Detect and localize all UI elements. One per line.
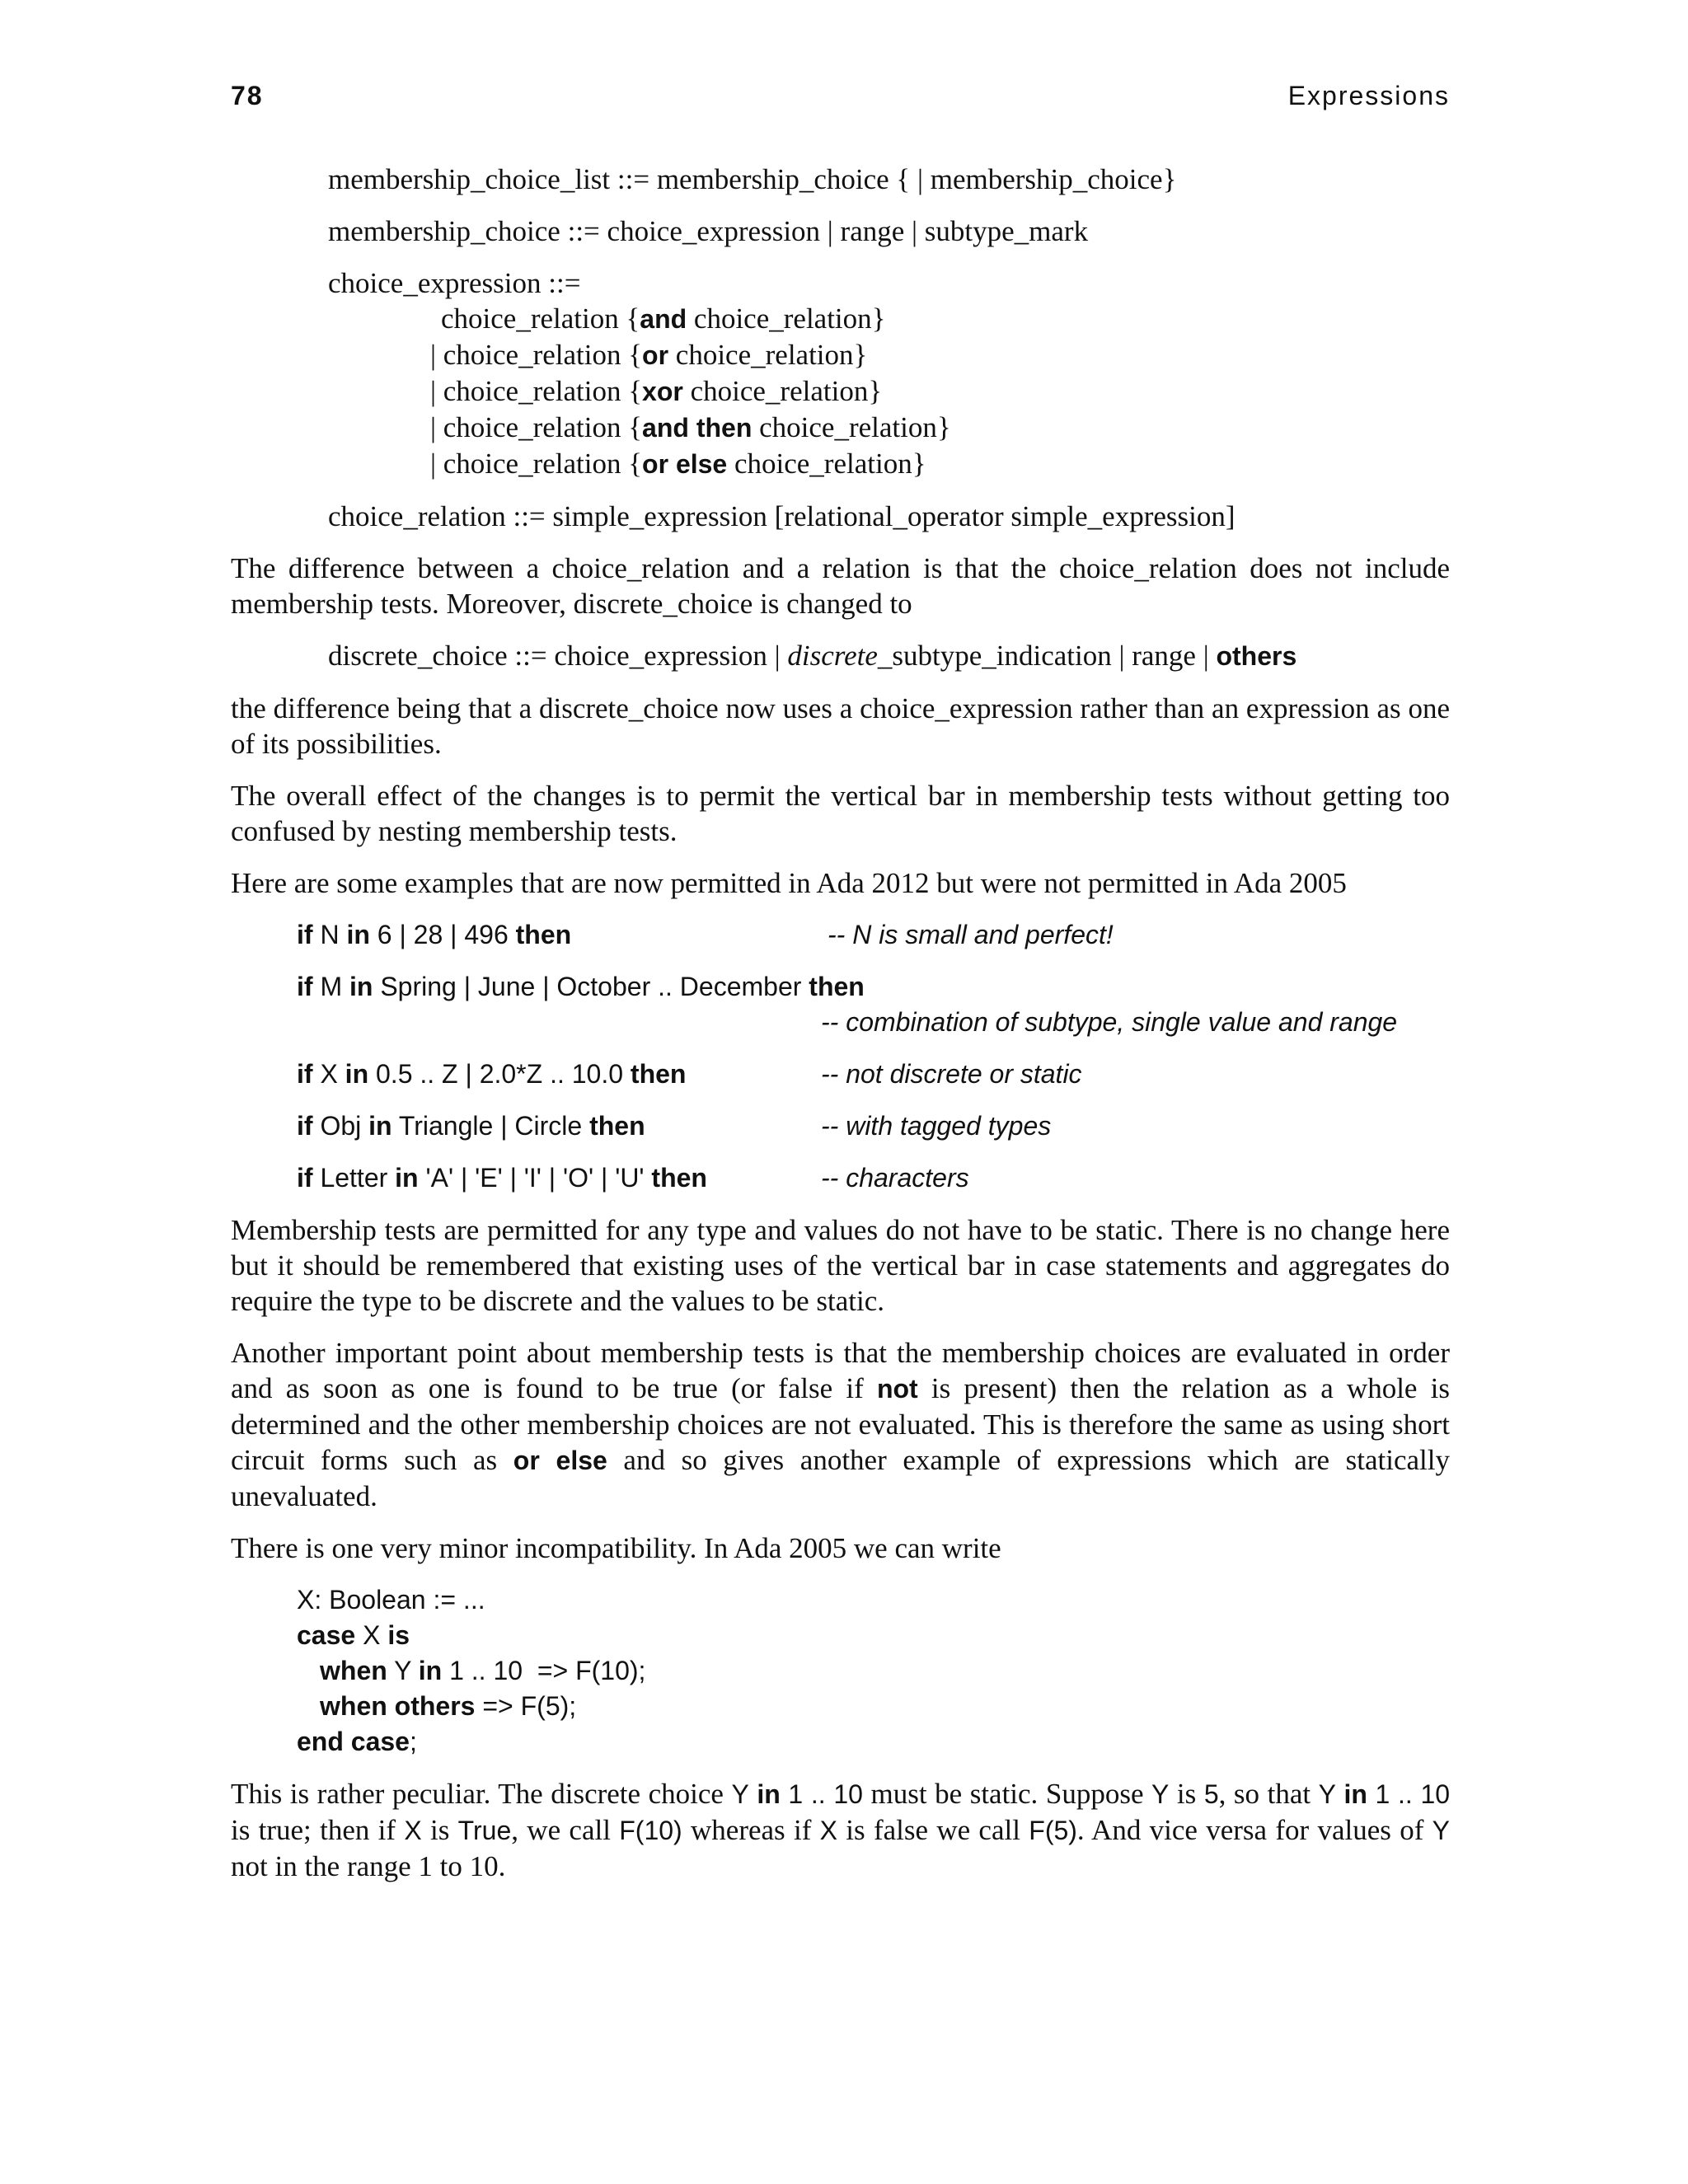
text: whereas if [682,1814,820,1846]
code-text: 0.5 .. Z | 2.0*Z .. 10.0 [368,1059,631,1089]
alt-rest: choice_relation} [752,411,951,443]
alt-rest: choice_relation} [682,375,883,407]
alt-bar: | [430,375,443,407]
paragraph: There is one very minor incompatibility. In Ada 2005 we can write [231,1532,1001,1564]
text: , we call [511,1814,620,1846]
alt-keyword: or else [642,449,728,479]
inline-code: F(10) [619,1816,682,1845]
alt-keyword: or [642,340,669,370]
code-example [297,969,1450,1040]
paragraph [231,1335,1450,1514]
page-number: 78 [231,81,264,110]
keyword: then [630,1059,687,1089]
code-text: M [312,972,349,1001]
text: This is rather peculiar. The discrete choice [231,1778,732,1810]
alt-rest: choice_relation} [687,302,886,335]
inline-code: Y [1151,1779,1170,1809]
inline-keyword: or else [513,1446,607,1475]
code-text: => F(5); [475,1691,577,1721]
code-line [297,1653,1450,1689]
paragraph: Membership tests are permitted for any type and values do not have to be static. There is no change here but it should be remembered that existing uses of the vertical bar in case statements and aggregates do require the type to be discrete and the values to be static. [231,1214,1450,1317]
alt-relation: choice_relation { [443,448,643,480]
keyword: then [809,972,865,1001]
code-line [297,1618,1450,1653]
code-line [297,1689,1450,1724]
keyword: when [320,1656,387,1685]
code-line [297,969,1450,1005]
paragraph: The overall effect of the changes is to permit the vertical bar in membership tests without getting too confused by nesting membership tests. [231,780,1450,847]
keyword: if [297,1111,313,1141]
code-comment: -- combination of subtype, single value and range [821,1007,1398,1037]
keyword: in [418,1656,443,1685]
code-comment: -- with tagged types [821,1111,1052,1141]
grammar-alternative [328,446,1450,482]
text: and so gives another example of expressions which are statically unevaluated. [231,1444,1450,1512]
keyword: in [395,1163,419,1193]
keyword: then [515,920,572,949]
code-text: 1 .. 10 => F(10); [442,1656,646,1685]
keyword: if [297,920,313,949]
inline-code: Y [1318,1779,1336,1809]
code-text: X [312,1059,345,1089]
text: is true; then if [231,1814,405,1846]
code-text: 'A' | 'E' | 'I' | 'O' | 'U' [418,1163,652,1193]
text: , so that [1218,1778,1319,1810]
keyword: in [349,972,373,1001]
inline-code: 5 [1203,1779,1219,1809]
code-example [297,1160,1450,1196]
alt-relation: choice_relation { [441,302,640,335]
grammar-rule-choice-relation: choice_relation ::= simple_expression [relational_operator simple_expression] [328,500,1236,532]
alt-relation: choice_relation { [443,339,643,371]
text: is false we call [837,1814,1029,1846]
alt-bar: | [430,411,443,443]
paragraph: The difference between a choice_relation and a relation is that the choice_relation does not include membership tests. Moreover, discrete_choice is changed to [231,552,1450,620]
code-text: X [355,1620,388,1650]
rule-text: discrete_choice ::= choice_expression | [328,640,788,672]
code-text: Triangle | Circle [392,1111,590,1141]
inline-code: Y [731,1779,749,1809]
page-body [231,162,1450,1900]
grammar-alternative [328,301,1450,337]
grammar-alternative [328,373,1450,410]
inline-code: X [819,1816,837,1845]
text: Another important point about membership tests is that the membership choices are evaluated in order and as soon as one is found to be true (or false if [231,1337,1450,1404]
keyword: when others [320,1691,476,1721]
text: must be static. Suppose [862,1778,1152,1810]
keyword: if [297,972,313,1001]
code-comment: -- N is small and perfect! [828,920,1114,949]
code-text: Spring | June | October .. December [373,972,809,1001]
text: not in the range 1 to 10. [231,1850,506,1882]
code-example [297,1057,1450,1092]
code-text: Letter [312,1163,396,1193]
keyword: in [368,1111,392,1141]
keyword: end case [297,1727,410,1756]
inline-code: 1 .. 10 [788,1779,863,1809]
keyword: is [387,1620,410,1650]
inline-keyword: not [876,1374,918,1404]
grammar-rule-choice-expression [328,265,1450,482]
alt-keyword: and [640,304,687,334]
alt-keyword: xor [642,377,683,406]
grammar-rule-discrete-choice [328,638,1450,674]
grammar-rule-head: choice_expression ::= [328,267,581,299]
keyword: then [651,1163,707,1193]
text: is present) then the relation as a whole is determined and the other membership choices are not evaluated. This is therefore the same as using short circuit forms such as [231,1372,1450,1476]
code-example [297,917,1450,953]
code-text: Obj [312,1111,369,1141]
paragraph [231,1776,1450,1884]
alt-bar: | [430,448,443,480]
keyword: if [297,1059,313,1089]
keyword: if [297,1163,313,1193]
code-comment: -- characters [821,1163,969,1193]
paragraph: the difference being that a discrete_choice now uses a choice_expression rather than an expression as one of its possibilities. [231,692,1450,760]
grammar-alternative [328,337,1450,373]
keyword: in [345,1059,369,1089]
code-line: X: Boolean := ... [297,1585,485,1615]
code-block [297,1582,1450,1760]
code-text: ; [409,1727,417,1756]
rule-keyword: others [1216,641,1297,671]
code-line [297,1724,1450,1760]
code-text: 6 | 28 | 496 [369,920,516,949]
text: is [1169,1778,1204,1810]
inline-keyword: in [757,1779,781,1809]
paragraph: Here are some examples that are now permitted in Ada 2012 but were not permitted in Ada 2005 [231,867,1347,899]
rule-text: subtype_indication | range | [892,640,1217,672]
inline-code: True [457,1816,512,1845]
grammar-rule-membership-choice-list: membership_choice_list ::= membership_choice { | membership_choice} [328,163,1177,195]
grammar-rule-membership-choice: membership_choice ::= choice_expression | range | subtype_mark [328,215,1089,247]
keyword: then [589,1111,645,1141]
code-text: N [312,920,347,949]
grammar-alternative [328,410,1450,446]
inline-code: X [404,1816,422,1845]
alt-rest: choice_relation} [727,448,926,480]
running-header: Expressions [1287,81,1450,110]
inline-keyword: in [1343,1779,1367,1809]
keyword: in [346,920,370,949]
keyword: case [297,1620,356,1650]
rule-italic-prefix: discrete_ [787,640,893,672]
code-text: Y [387,1656,419,1685]
inline-code: 1 .. 10 [1375,1779,1451,1809]
alt-keyword: and then [642,413,753,443]
text: . And vice versa for values of [1076,1814,1432,1846]
alt-rest: choice_relation} [668,339,868,371]
text: is [421,1814,458,1846]
code-comment: -- not discrete or static [821,1059,1082,1089]
inline-code: F(5) [1029,1816,1077,1845]
alt-relation: choice_relation { [443,411,643,443]
alt-bar: | [430,339,443,371]
code-example [297,1108,1450,1144]
alt-relation: choice_relation { [443,375,643,407]
inline-code: Y [1432,1816,1450,1845]
